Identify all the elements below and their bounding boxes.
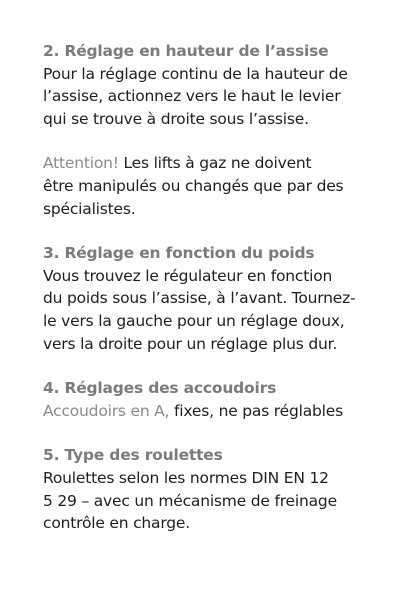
warning-label: Attention! — [43, 154, 119, 173]
paragraph-line: Pour la réglage continu de la hauteur de — [43, 64, 348, 83]
warning-text: Les lifts à gaz ne doivent — [118, 154, 312, 173]
section-casters — [43, 444, 388, 534]
paragraph-line: contrôle en charge. — [43, 514, 190, 533]
section-heading: 2. Réglage en hauteur de l’assise — [43, 42, 329, 60]
paragraph-line: Roulettes selon les normes DIN EN 12 — [43, 468, 329, 487]
paragraph-line: Vous trouvez le régulateur en fonction — [43, 266, 333, 285]
document-text — [43, 40, 388, 557]
section-weight-adjustment — [43, 242, 388, 355]
section-warning — [43, 152, 388, 220]
paragraph-line: qui se trouve à droite sous l’assise. — [43, 109, 309, 128]
section-armrests — [43, 377, 388, 422]
paragraph-line: l’assise, actionnez vers le haut le levier — [43, 87, 341, 106]
paragraph-line: 5 29 – avec un mécanisme de freinage — [43, 491, 337, 510]
armrest-text: fixes, ne pas réglables — [169, 401, 343, 420]
paragraph-line: être manipulés ou changés que par des — [43, 176, 344, 195]
section-heading: 5. Type des roulettes — [43, 446, 223, 465]
paragraph-line: spécialistes. — [43, 199, 136, 218]
section-seat-height — [43, 40, 388, 130]
paragraph-line: le vers la gauche pour un réglage doux, — [43, 311, 345, 330]
paragraph-line: vers la droite pour un réglage plus dur. — [43, 334, 338, 353]
armrest-line — [43, 400, 388, 423]
section-heading: 3. Réglage en fonction du poids — [43, 244, 315, 263]
paragraph-line: du poids sous l’assise, à l’avant. Tournez- — [43, 289, 356, 308]
warning-line — [43, 152, 388, 175]
armrest-type-label: Accoudoirs en A, — [43, 401, 170, 420]
section-heading: 4. Réglages des accoudoirs — [43, 379, 277, 398]
